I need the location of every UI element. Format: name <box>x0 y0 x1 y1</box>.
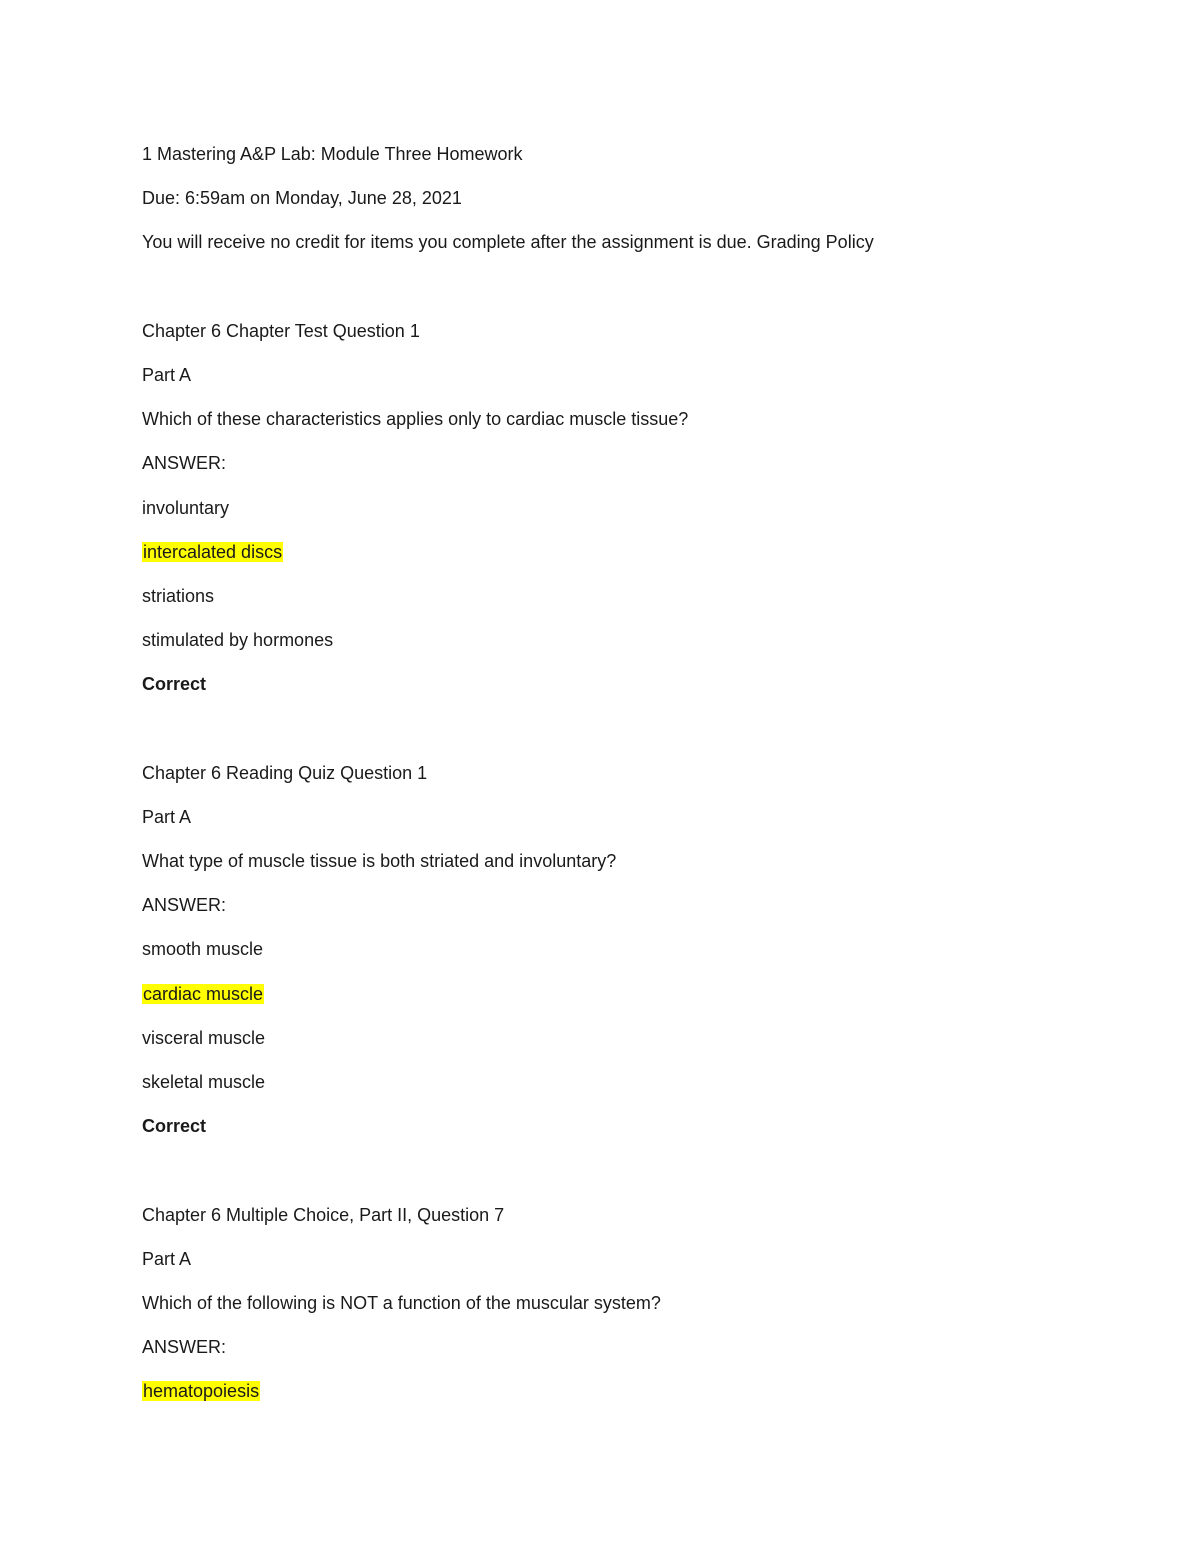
answer-option-selected <box>142 540 1062 564</box>
answer-label: ANSWER: <box>142 453 227 474</box>
document-page <box>142 142 1062 1423</box>
question-prompt: Which of the following is NOT a function of the muscular system? <box>142 1292 661 1313</box>
option-text: skeletal muscle <box>142 1071 266 1092</box>
question-part: Part A <box>142 1248 192 1269</box>
question-heading: Chapter 6 Multiple Choice, Part II, Question 7 <box>142 1204 505 1225</box>
question-prompt: Which of these characteristics applies only to cardiac muscle tissue? <box>142 409 689 430</box>
answer-option-selected <box>142 982 1062 1006</box>
option-text: smooth muscle <box>142 939 264 960</box>
due-date: Due: 6:59am on Monday, June 28, 2021 <box>142 188 462 209</box>
result-status: Correct <box>142 1116 207 1137</box>
assignment-title: 1 Mastering A&P Lab: Module Three Homework <box>142 144 523 164</box>
highlighted-answer: hematopoiesis <box>143 1381 260 1402</box>
option-text: striations <box>142 585 215 606</box>
answer-label: ANSWER: <box>142 1337 227 1358</box>
highlighted-answer: cardiac muscle <box>143 983 264 1004</box>
option-text: stimulated by hormones <box>142 630 334 651</box>
spacer <box>142 716 1062 760</box>
answer-option <box>142 584 1062 608</box>
question-prompt: What type of muscle tissue is both striated and involuntary? <box>142 851 617 871</box>
answer-option <box>142 937 1062 961</box>
question-heading: Chapter 6 Reading Quiz Question 1 <box>142 762 428 783</box>
question-part: Part A <box>142 806 192 827</box>
result-status: Correct <box>142 674 207 695</box>
answer-option-selected <box>142 1379 1062 1403</box>
answer-option <box>142 628 1062 652</box>
question-block <box>142 761 1062 1139</box>
question-block <box>142 319 1062 697</box>
spacer <box>142 275 1062 319</box>
option-text: involuntary <box>142 497 230 518</box>
answer-option <box>142 1026 1062 1050</box>
option-text: visceral muscle <box>142 1027 266 1048</box>
question-heading: Chapter 6 Chapter Test Question 1 <box>142 320 420 341</box>
answer-option <box>142 496 1062 520</box>
highlighted-answer: intercalated discs <box>143 541 283 562</box>
answer-option <box>142 1070 1062 1094</box>
question-block <box>142 1203 1062 1404</box>
spacer <box>142 1158 1062 1202</box>
question-part: Part A <box>142 364 192 385</box>
grading-policy-notice: You will receive no credit for items you complete after the assignment is due. Grading Policy <box>142 232 874 253</box>
answer-label: ANSWER: <box>142 895 227 916</box>
